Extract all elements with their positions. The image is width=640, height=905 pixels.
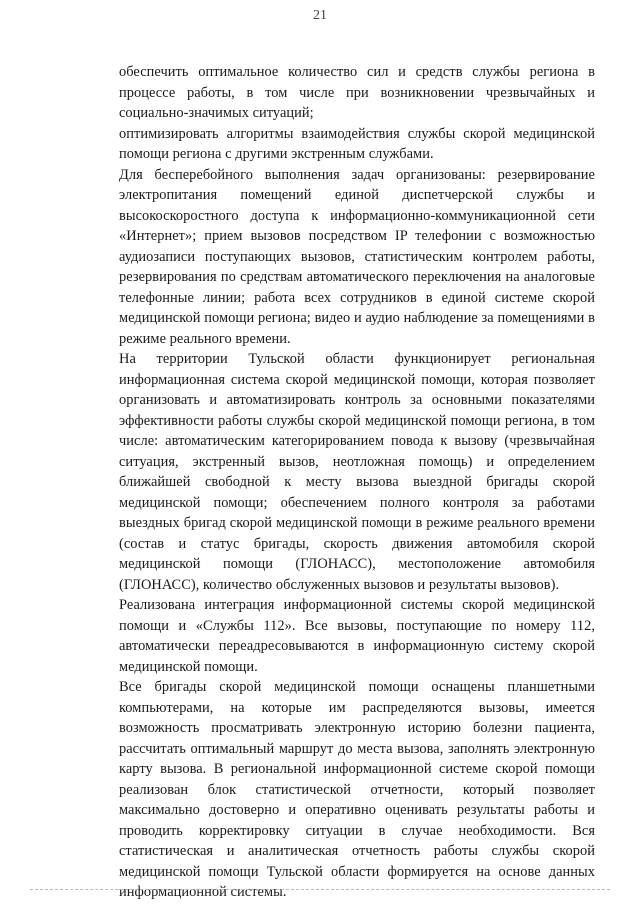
paragraph-optimize-algorithms: оптимизировать алгоритмы взаимодействия службы скорой медицинской помощи региона с другими экстренным службами. <box>119 125 595 162</box>
page-number: 21 <box>313 8 327 23</box>
paragraph-regional-information-system: На территории Тульской области функционирует региональная информационная система скорой медицинской помощи, которая позволяет организовать и автоматизировать контроль за основными показателями эффективности работы службы скорой медицинской помощи региона, в том числе: автоматическим категорированием повода к вызову (чрезвычайная ситуация, экстренный вызов, неотложная помощь) и определением ближайшей свободной к месту вызова выездной бригады скорой медицинской помощи; обеспечением полного контроля за работами выездных бригад скорой медицинской помощи в режиме реального времени (состав и статус бригады, скорость движения автомобиля скорой медицинской помощи (ГЛОНАСС), местоположение автомобиля (ГЛОНАСС), количество обслуженных вызовов и результаты вызовов). <box>119 351 595 593</box>
document-body <box>119 62 595 903</box>
scan-artifact-line <box>30 889 610 890</box>
paragraph-tablet-computers: Все бригады скорой медицинской помощи оснащены планшетными компьютерами, на которые им распределяются вызовы, имеется возможность просматривать электронную историю болезни пациента, рассчитать оптимальный маршрут до места вызова, заполнять электронную карту вызова. В региональной информационной системе скорой помощи реализован блок статистической отчетности, который позволяет максимально достоверно и оперативно оценивать результаты работы и проводить корректировку ситуации в случае необходимости. Вся статистическая и аналитическая отчетность работы службы скорой медицинской помощи Тульской области формируется на основе данных информационной системы. <box>119 679 595 900</box>
paragraph-optimal-forces: обеспечить оптимальное количество сил и средств службы региона в процессе работы, в том числе при возникновении чрезвычайных и социально-значимых ситуаций; <box>119 64 595 121</box>
paragraph-uninterrupted-operation: Для бесперебойного выполнения задач организованы: резервирование электропитания помещений единой диспетчерской службы и высокоскоростного доступа к информационно-коммуникационной сети «Интернет»; прием вызовов посредством IP телефонии с возможностью аудиозаписи поступающих вызовов, статистическим контролем работы, резервирования по средствам автоматического переключения на аналоговые телефонные линии; работа всех сотрудников в единой системе скорой медицинской помощи региона; видео и аудио наблюдение за помещениями в режиме реального времени. <box>119 166 595 347</box>
paragraph-112-integration: Реализована интеграция информационной системы скорой медицинской помощи и «Службы 112». Все вызовы, поступающие по номеру 112, автоматически переадресовываются в информационную систему скорой медицинской помощи. <box>119 597 595 675</box>
